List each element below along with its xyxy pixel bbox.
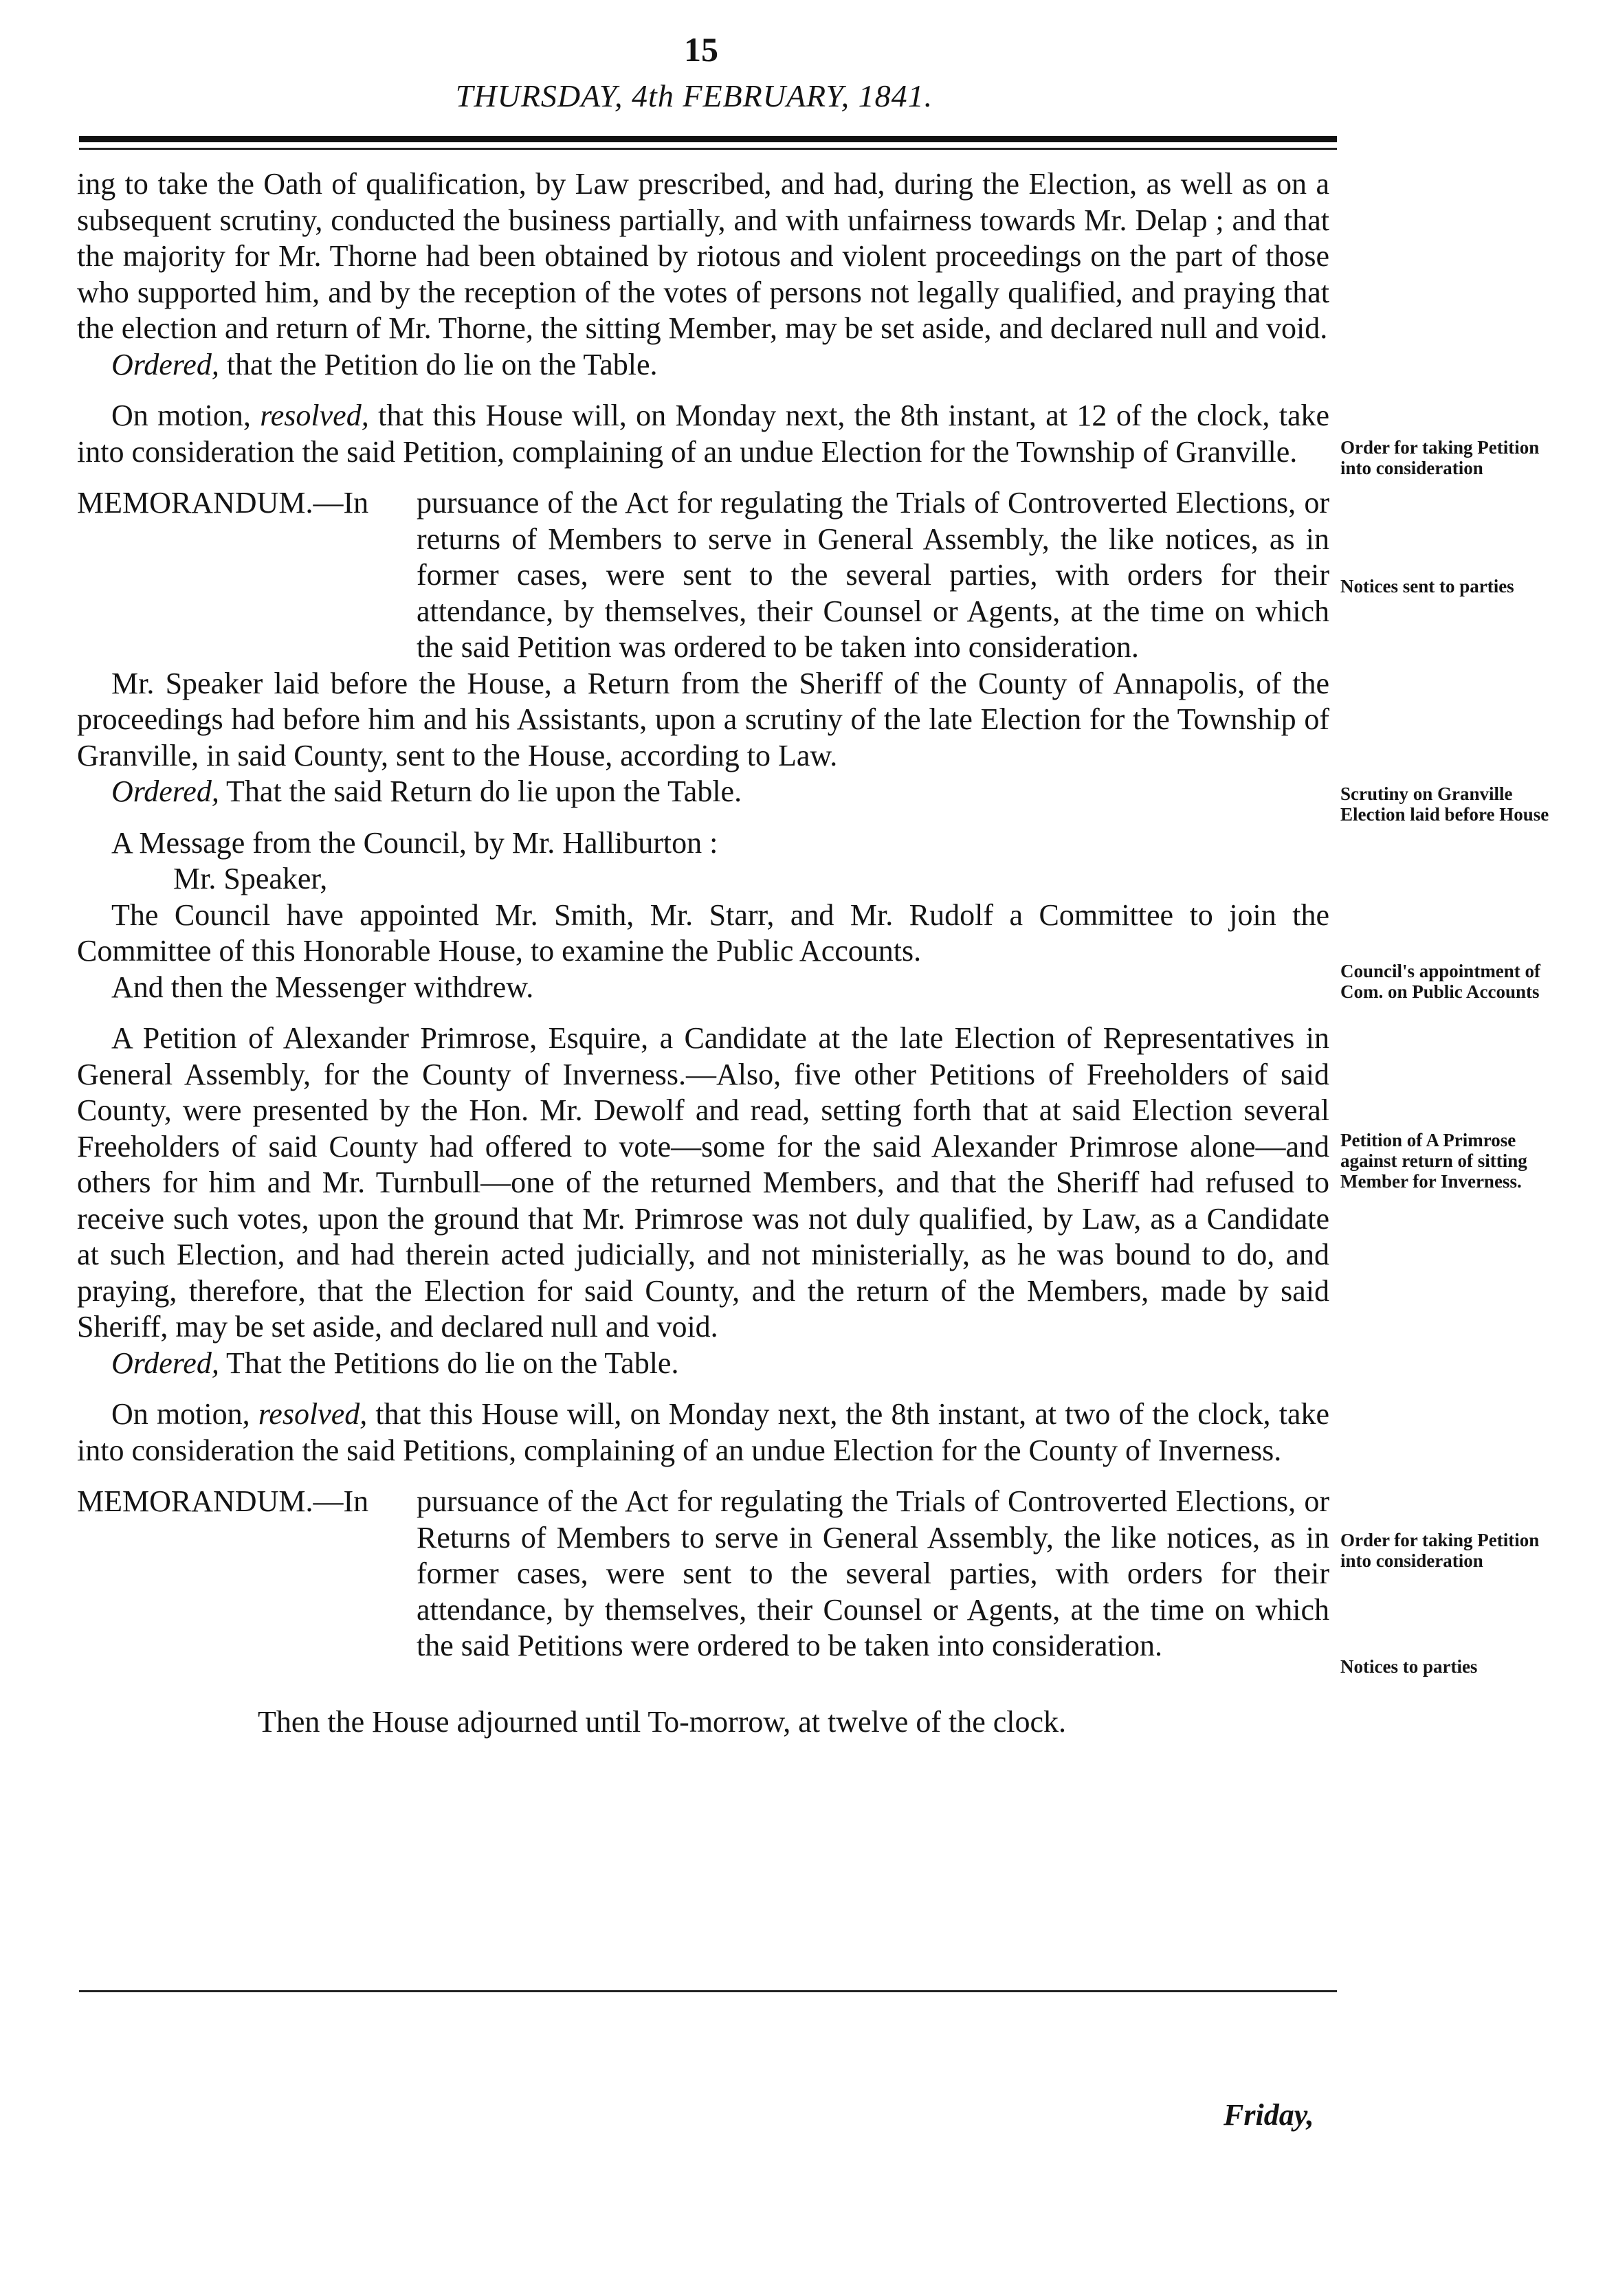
sheriff-return-paragraph: Mr. Speaker laid before the House, a Return from the Sheriff of the County of Annapolis, of the proceedings had before him and his Assistants, upon a scrutiny of the late Election for the Township of Granville, in said County, sent to the House, according to Law.	[77, 666, 1329, 772]
margin-note-primrose-petition: Petition of A Primrose against return of sitting Member for Inverness.	[1340, 1130, 1527, 1192]
ordered-label: Ordered,	[111, 347, 219, 381]
motion-paragraph-granville	[77, 398, 1329, 470]
memorandum-label: MEMORANDUM.—In	[77, 1484, 369, 1518]
resolved-label: resolved,	[260, 399, 369, 432]
ordered-text: That the Petitions do lie on the Table.	[219, 1346, 679, 1380]
memorandum-label: MEMORANDUM.—In	[77, 486, 369, 520]
margin-note-order-granville: Order for taking Petition into consideration	[1340, 437, 1540, 478]
catchword: Friday,	[1224, 2098, 1314, 2132]
ordered-paragraph	[77, 347, 1329, 383]
motion-lead: On motion,	[111, 1397, 258, 1431]
ordered-label: Ordered,	[111, 774, 219, 808]
margin-note-scrutiny: Scrutiny on Granville Election laid before House	[1340, 783, 1549, 825]
margin-note-notices-granville: Notices sent to parties	[1340, 576, 1514, 597]
margin-note-notices-inverness: Notices to parties	[1340, 1656, 1478, 1677]
resolved-label: resolved,	[258, 1397, 368, 1431]
ordered-text: that the Petition do lie on the Table.	[219, 347, 658, 381]
motion-text: that this House will, on Monday next, the 8th instant, at two of the clock, take into consideration the said Petitions, complaining of an undue Election for the County of Inverness.	[77, 1397, 1329, 1467]
footer-rule	[79, 1990, 1337, 1992]
messenger-withdrew-paragraph: And then the Messenger withdrew.	[111, 970, 534, 1004]
memorandum-inverness	[77, 1484, 1329, 1664]
margin-note-council-appointment: Council's appointment of Com. on Public Accounts	[1340, 961, 1541, 1002]
primrose-petition-paragraph: A Petition of Alexander Primrose, Esquire, a Candidate at the late Election of Representatives in General Assembly, for the County of Inverness.—Also, five other Petitions of Freeholders of said County, were presented by the Hon. Mr. Dewolf and read, setting forth that at said Election several Freeholders of said County had offered to vote—some for the said Alexander Primrose alone—and others for him and Mr. Turnbull—one of the returned Members, and that the Sheriff had refused to receive such votes, upon the ground that Mr. Primrose was not duly qualified, by Law, as a Candidate at such Election, and had therein acted judicially, and not ministerially, as he was bound to do, and praying, therefore, that the Election for said County, and the return of the Members, made by said Sheriff, may be set aside, and declared null and void.	[77, 1021, 1329, 1344]
ordered-paragraph	[77, 1346, 1329, 1382]
petition-continuation-paragraph: ing to take the Oath of qualification, by Law prescribed, and had, during the Election, as well as on a subsequent scrutiny, conducted the business partially, and with unfairness towards Mr. Delap ; and that the majority for Mr. Thorne had been obtained by riotous and violent proceedings on the part of those who supported him, and by the reception of the votes of persons not legally qualified, and praying that the election and return of Mr. Thorne, the sitting Member, may be set aside, and declared null and void.	[77, 167, 1329, 345]
journal-body	[77, 166, 1329, 1740]
motion-lead: On motion,	[111, 399, 261, 432]
header-rule-thin	[79, 148, 1337, 150]
memorandum-text: pursuance of the Act for regulating the Trials of Controverted Elections, or Returns of Members to serve in General Assembly, the like notices, as in former cases, were sent to the several parties, with orders for their attendance, by themselves, their Counsel or Agents, at the time on which the said Petitions were ordered to be taken into consideration.	[417, 1484, 1329, 1662]
council-message-paragraph: A Message from the Council, by Mr. Halliburton :	[111, 825, 718, 860]
ordered-paragraph	[77, 774, 1329, 810]
page-number: 15	[684, 30, 718, 69]
memorandum-text: pursuance of the Act for regulating the Trials of Controverted Elections, or returns of Members to serve in General Assembly, the like notices, as in former cases, were sent to the several parties, with orders for their attendance, by themselves, their Counsel or Agents, at the time on which the said Petition was ordered to be taken into consideration.	[417, 486, 1329, 664]
council-appointment-paragraph: The Council have appointed Mr. Smith, Mr. Starr, and Mr. Rudolf a Committee to join the Committee of this Honorable House, to examine the Public Accounts.	[77, 898, 1329, 968]
motion-text: that this House will, on Monday next, the 8th instant, at 12 of the clock, take into consideration the said Petition, complaining of an undue Election for the Township of Granville.	[77, 399, 1329, 469]
memorandum-granville	[77, 485, 1329, 666]
speaker-address: Mr. Speaker,	[173, 862, 328, 895]
running-head-date: THURSDAY, 4th FEBRUARY, 1841.	[455, 78, 933, 113]
header-rule-thick	[79, 136, 1337, 142]
motion-paragraph-inverness	[77, 1396, 1329, 1469]
adjournment-paragraph: Then the House adjourned until To-morrow, at twelve of the clock.	[257, 1704, 1067, 1739]
ordered-label: Ordered,	[111, 1346, 219, 1380]
margin-note-order-inverness: Order for taking Petition into consideration	[1340, 1530, 1540, 1571]
ordered-text: That the said Return do lie upon the Table.	[219, 774, 742, 808]
